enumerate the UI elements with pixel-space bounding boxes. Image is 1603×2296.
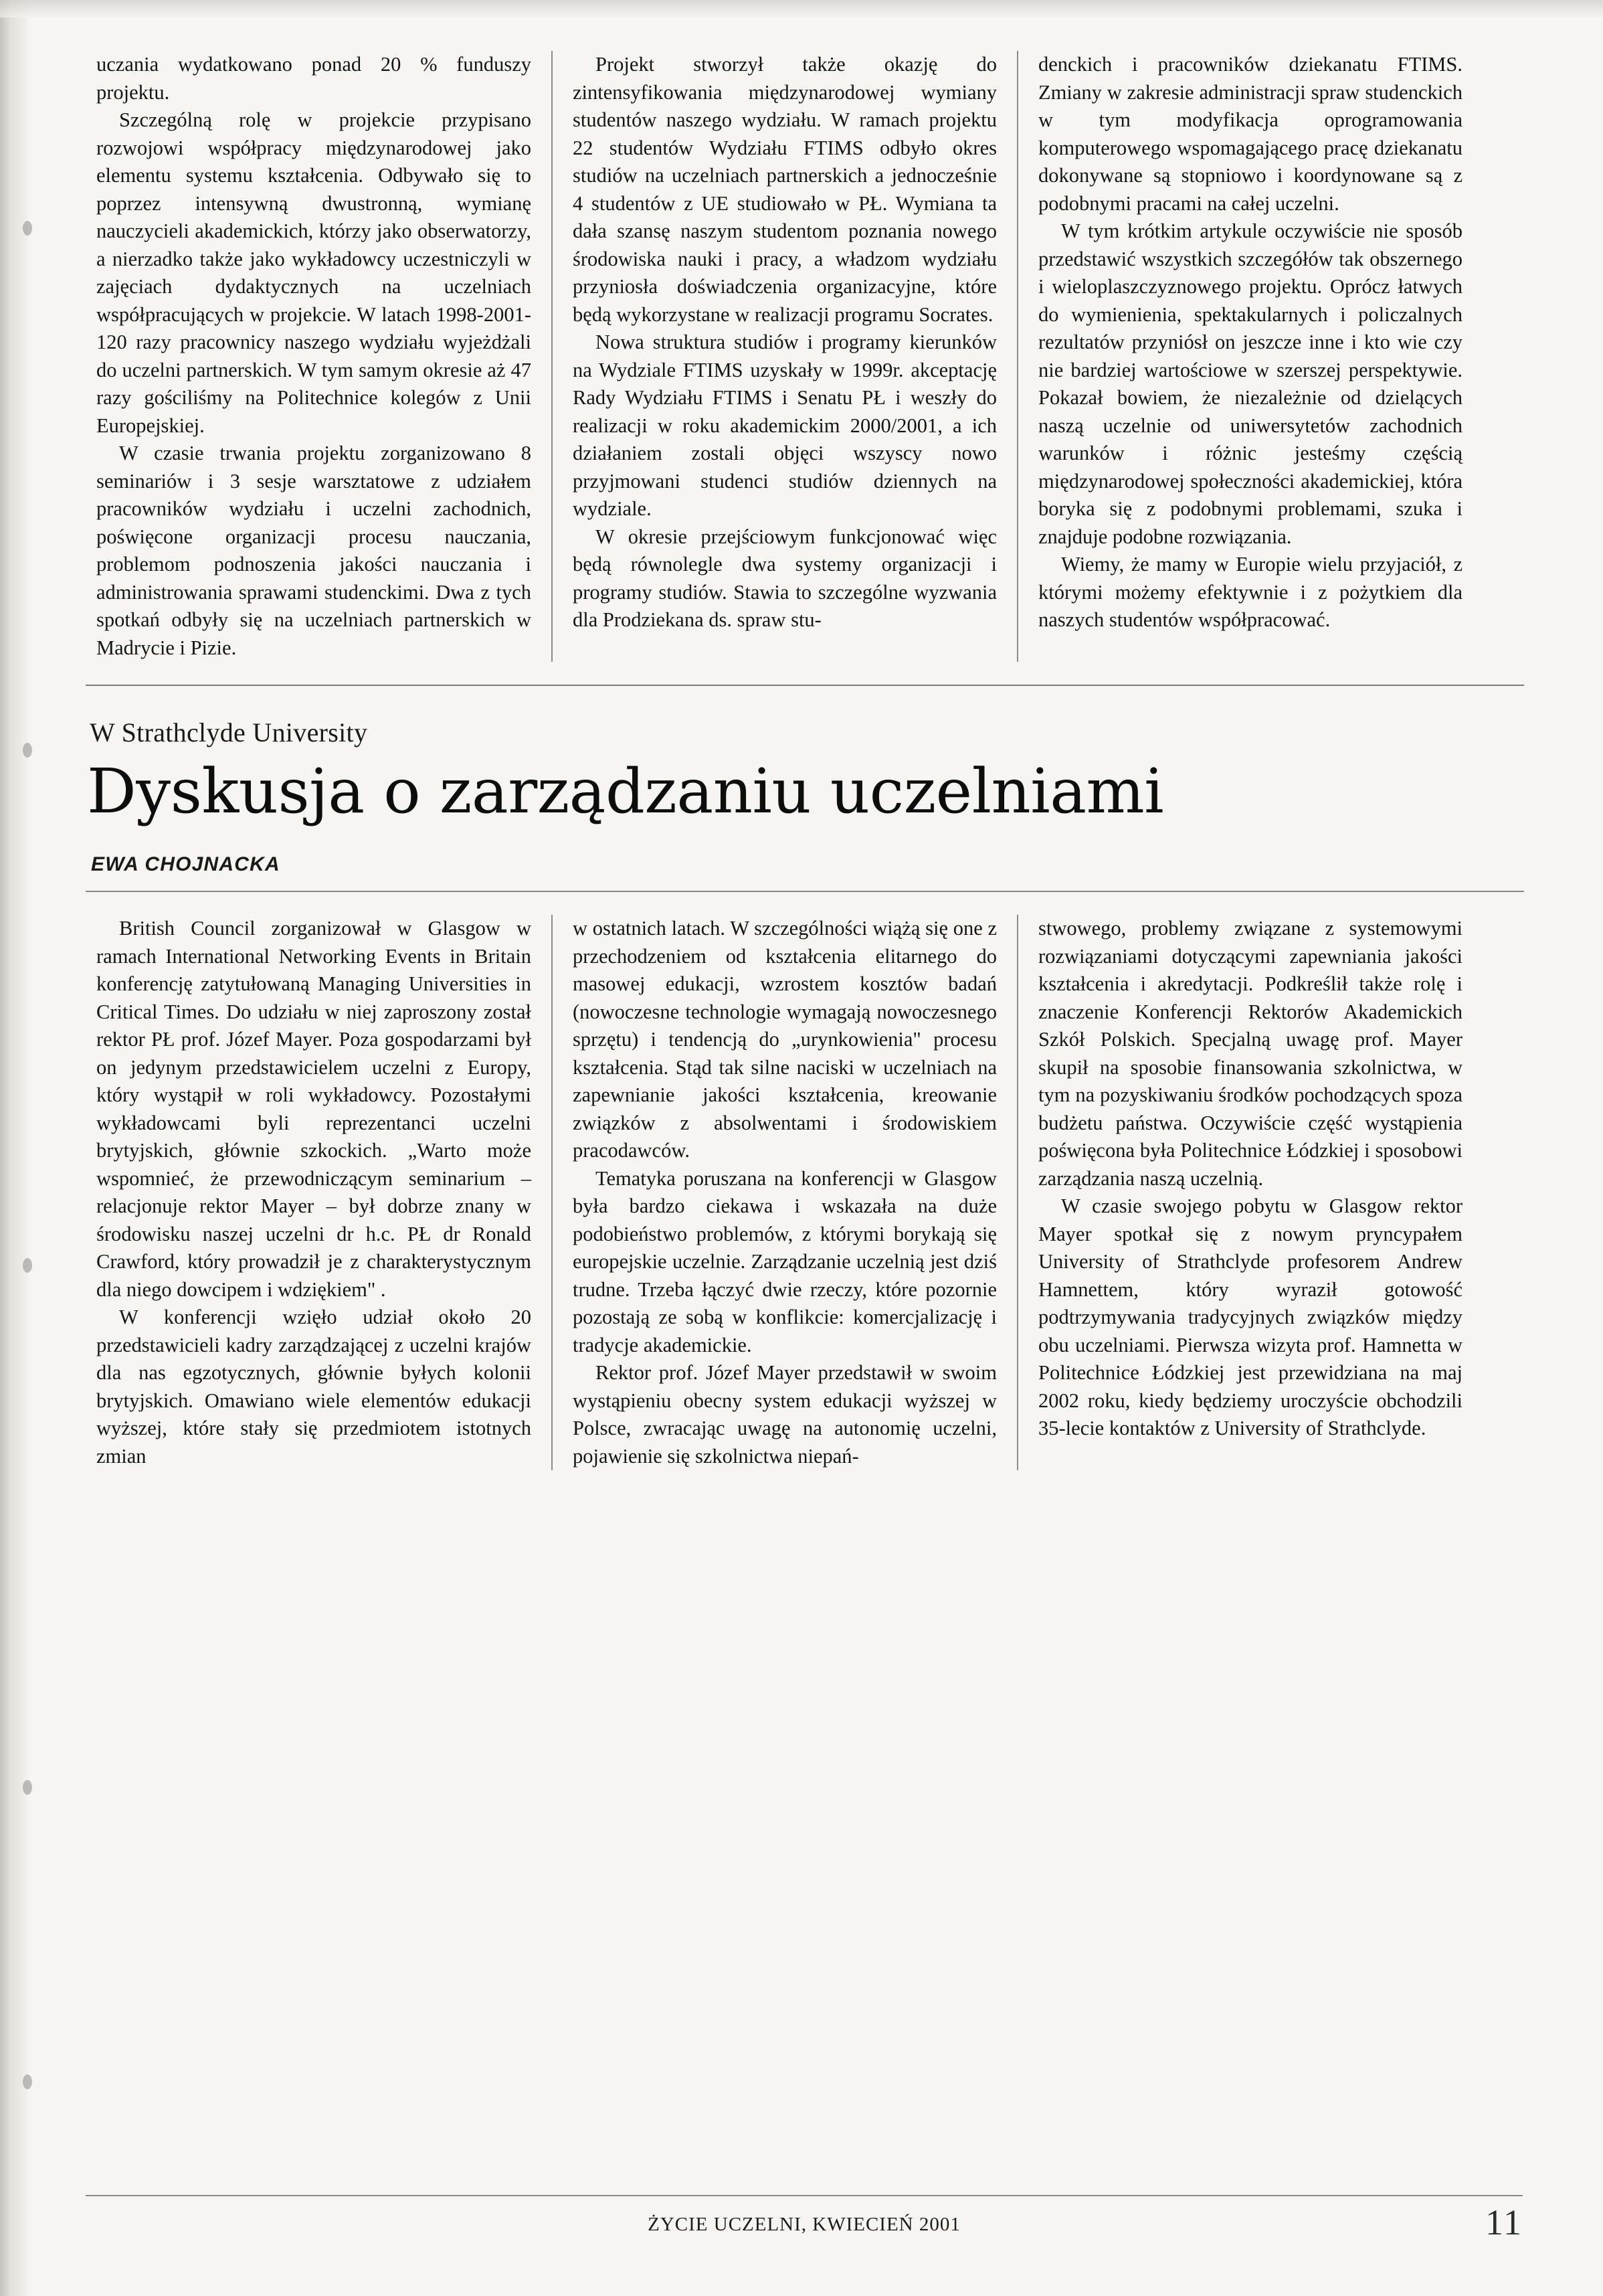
byline-divider xyxy=(86,891,1524,892)
scan-edge-left xyxy=(0,0,28,2296)
paragraph: British Council zorganizował w Glasgow w ramach International Networking Events in Britain konferencję zatytułowaną Managing Universities in Critical Times. Do udziału w niej zaproszony został rektor PŁ prof. Józef Mayer. Poza gospodarzami był on jedynym przedstawicielem uczelni z Europy, który wystąpił w roli wykładowcy. Pozostałymi wykładowcami byli reprezentanci uczelni brytyjskich, głównie szkockich. „Warto może wspomnieć, że przewodniczącym seminarium – relacjonuje rektor Mayer – był dobrze znany w środowisku naszej uczelni dr h.c. PŁ dr Ronald Crawford, który prowadził je z charakterystycznym dla niego dowcipem i wdziękiem" . xyxy=(96,917,531,1301)
paragraph: Wiemy, że mamy w Europie wielu przyjaciół, z którymi możemy efektywnie i z pożytkiem dla naszych studentów współpracować. xyxy=(1038,553,1463,631)
article-main-column-2 xyxy=(551,915,1008,1470)
paragraph: Szczególną rolę w projekcie przypisano rozwojowi współpracy międzynarodowej jako elementu systemu kształcenia. Odbywało się to poprzez intensywną dwustronną, wymianę nauczycieli akademickich, którzy jako obserwatorzy, a nierzadko także jako wykładowcy uczestniczyli w zajęciach dydaktycznych na uczelniach współpracujących w projekcie. W latach 1998-2001- 120 razy pracownicy naszego wydziału wyjeżdżali do uczelni partnerskich. W tym samym okresie aż 47 razy gościliśmy na Politechnice kolegów z Unii Europejskiej. xyxy=(96,108,531,437)
paragraph: w ostatnich latach. W szczególności wiążą się one z przechodzeniem od kształcenia elitarnego do masowej edukacji, wzrostem kosztów badań (nowoczesne technologie wymagają nowoczesnego sprzętu) i tendencją do „urynkowienia" procesu kształcenia. Stąd tak silne naciski w uczelniach na zapewnianie jakości kształcenia, kreowanie związków z absolwentami i środowiskiem pracodawców. xyxy=(573,917,997,1162)
paragraph: W czasie swojego pobytu w Glasgow rektor Mayer spotkał się z nowym pryncypałem University of Strathclyde profesorem Andrew Hamnettem, który wyraził gotowość podtrzymywania tradycyjnych związków między obu uczelniami. Pierwsza wizyta prof. Hamnetta w Politechnice Łódzkiej jest przewidziana na maj 2002 roku, kiedy będziemy uroczyście obchodzili 35-lecie kontaktów z University of Strathclyde. xyxy=(1038,1195,1463,1439)
article-top-column-3 xyxy=(1017,51,1473,662)
footer-divider xyxy=(86,2195,1523,2196)
binding-hole xyxy=(23,1780,32,1795)
article-top-column-2 xyxy=(551,51,1008,662)
paragraph: Tematyka poruszana na konferencji w Glasgow była bardzo ciekawa i wskazała na duże podobieństwo problemów, z którymi borykają się europejskie uczelnie. Zarządzanie uczelnią jest dziś trudne. Trzeba łączyć dwie rzeczy, które pozornie pozostają ze sobą w konflikcie: komercjalizację i tradycje akademickie. xyxy=(573,1166,997,1356)
section-divider xyxy=(86,685,1524,686)
article-main-column-1 xyxy=(86,915,542,1470)
paragraph: denckich i pracowników dziekanatu FTIMS. Zmiany w zakresie administracji spraw studenckich w tym modyfikacja oprogramowania komputerowego wspomagającego pracę dziekanatu dokonywane są stopniowo i koordynowane są z podobnymi pracami na całej uczelni. xyxy=(1038,53,1463,215)
article-main-column-3 xyxy=(1017,915,1473,1470)
paragraph: stwowego, problemy związane z systemowymi rozwiązaniami dotyczącymi zapewniania jakości kształcenia i akredytacji. Podkreślił także rolę i znaczenie Konferencji Rektorów Akademickich Szkół Polskich. Specjalną uwagę prof. Mayer skupił na sposobie finansowania szkolnictwa, w tym na pozyskiwaniu środków pochodzących spoza budżetu państwa. Oczywiście część wystąpienia poświęcona była Politechnice Łódzkiej i sposobowi zarządzania naszą uczelnią. xyxy=(1038,917,1463,1190)
paragraph: Nowa struktura studiów i programy kierunków na Wydziale FTIMS uzyskały w 1999r. akceptację Rady Wydziału FTIMS i Senatu PŁ i weszły do realizacji w roku akademickim 2000/2001, a ich działaniem zostali objęci wszyscy nowo przyjmowani studenci studiów dziennych na wydziale. xyxy=(573,331,997,520)
binding-hole xyxy=(23,221,32,236)
binding-hole xyxy=(23,1258,32,1273)
page-content xyxy=(86,51,1524,1470)
article-kicker: W Strathclyde University xyxy=(90,717,368,747)
article-main xyxy=(86,915,1524,1470)
paragraph: W tym krótkim artykule oczywiście nie sposób przedstawić wszystkich szczegółów tak obszernego i wieloplaszczyznowego projektu. Oprócz łatwych do wymienienia, spektakularnych i policzalnych rezultatów przyniósł on jeszcze inne i kto wie czy nie bardziej wartościowe w szerszej perspektywie. Pokazał bowiem, że niezależnie od dzielących naszą uczelnie od uniwersytetów zachodnich warunków i różnic jesteśmy częścią międzynarodowej społeczności akademickiej, która boryka się z podobnymi problemami, szuka i znajduje podobne rozwiązania. xyxy=(1038,219,1463,548)
scan-edge-top xyxy=(0,0,1603,17)
binding-hole xyxy=(23,743,32,758)
paragraph: W okresie przejściowym funkcjonować więc będą równolegle dwa systemy organizacji i programy studiów. Stawia to szczególne wyzwania dla Prodziekana ds. spraw stu- xyxy=(573,525,997,631)
paragraph: Projekt stworzył także okazję do zintensyfikowania międzynarodowej wymiany studentów naszego wydziału. W ramach projektu 22 studentów Wydziału FTIMS odbyło okres studiów na uczelniach partnerskich a jednocześnie 4 studentów z UE studiowało w PŁ. Wymiana ta dała szansę naszym studentom poznania nowego środowiska nauki i pracy, a władzom wydziału przyniosła doświadczenia organizacyjne, które będą wykorzystane w realizacji programu Socrates. xyxy=(573,53,997,326)
article-header xyxy=(86,717,1524,892)
article-top-column-1 xyxy=(86,51,542,662)
page-footer xyxy=(86,2195,1523,2242)
paragraph: W czasie trwania projektu zorganizowano 8 seminariów i 3 sesje warsztatowe z udziałem pracowników wydziału i uczelni zachodnich, poświęcone organizacji procesu nauczania, problemom podnoszenia jakości nauczania i administrowania sprawami studenckimi. Dwa z tych spotkań odbyły się na uczelniach partnerskich w Madrycie i Pizie. xyxy=(96,442,531,659)
paragraph: Rektor prof. Józef Mayer przedstawił w swoim wystąpieniu obecny system edukacji wyższej w Polsce, zwracając uwagę na autonomię uczelni, pojawienie się szkolnictwa niepań- xyxy=(573,1361,997,1468)
binding-hole xyxy=(23,2074,32,2089)
paragraph: W konferencji wzięło udział około 20 przedstawicieli kadry zarządzającej z uczelni krajów dla nas egzotycznych, głównie byłych kolonii brytyjskich. Omawiano wiele elementów edukacji wyższej, które stały się przedmiotem istotnych zmian xyxy=(96,1306,531,1468)
page-number: 11 xyxy=(1485,2202,1523,2242)
publication-title: ŻYCIE UCZELNI, KWIECIEŃ 2001 xyxy=(648,2214,961,2235)
article-top xyxy=(86,51,1524,662)
article-byline: EWA CHOJNACKA xyxy=(91,853,280,875)
article-headline: Dyskusja o zarządzaniu uczelniami xyxy=(87,756,1164,827)
paragraph: uczania wydatkowano ponad 20 % funduszy projektu. xyxy=(96,53,531,104)
